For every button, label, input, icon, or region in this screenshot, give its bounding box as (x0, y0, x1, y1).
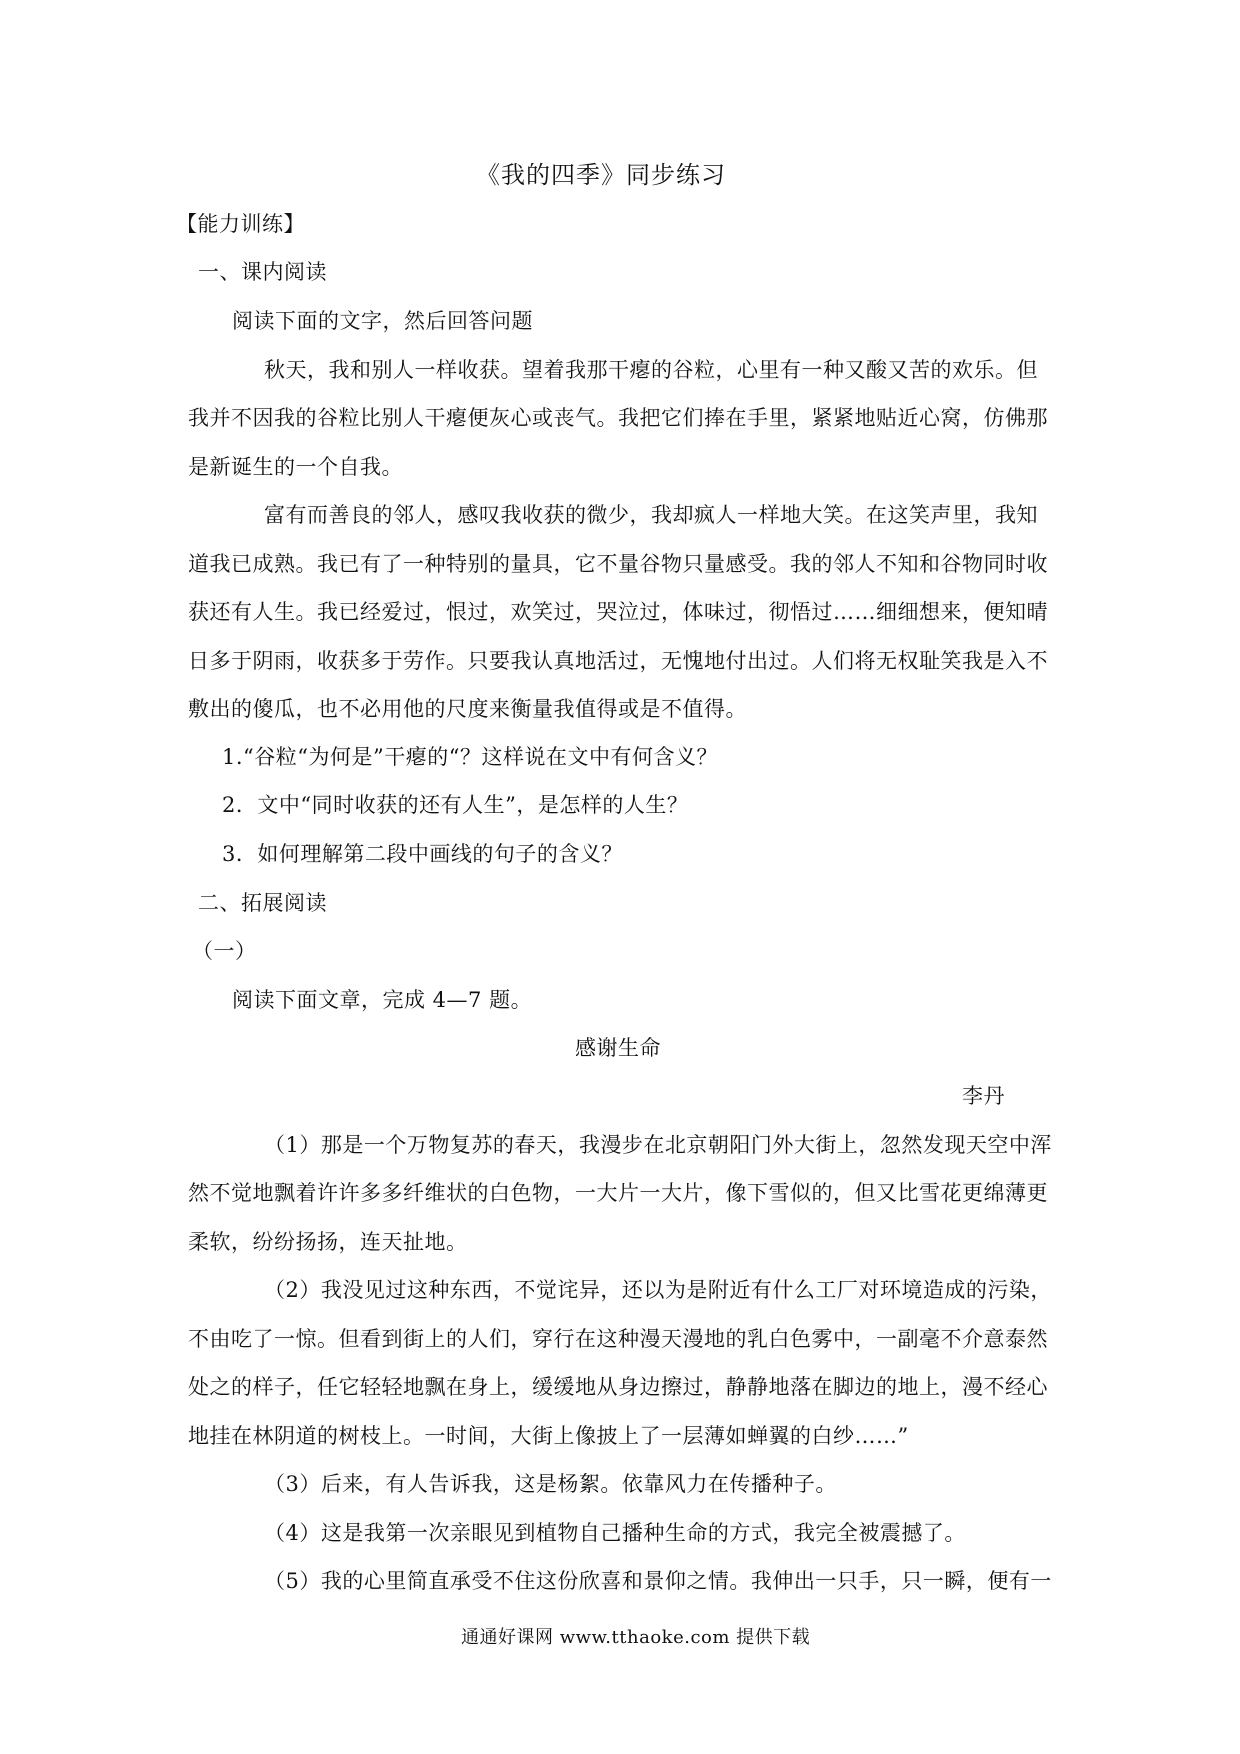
article-line: （5）我的心里简直承受不住这份欣喜和景仰之情。我伸出一只手，只一瞬，便有一 (264, 1569, 1052, 1593)
article-line: （1）那是一个万物复苏的春天，我漫步在北京朝阳门外大街上，忽然发现天空中浑 (264, 1133, 1052, 1157)
article-line: （2）我没见过这种东西，不觉诧异，还以为是附近有什么工厂对环境造成的污染， (264, 1278, 1052, 1302)
passage1-line: 获还有人生。我已经爱过，恨过，欢笑过，哭泣过，体味过，彻悟过……细细想来，便知晴 (188, 600, 1048, 624)
article-line: 地挂在林阴道的树枝上。一时间，大街上像披上了一层薄如蝉翼的白纱……” (188, 1424, 909, 1448)
passage1-line: 道我已成熟。我已有了一种特别的量具，它不量谷物只量感受。我的邻人不知和谷物同时收 (188, 552, 1048, 576)
part2-heading: 二、拓展阅读 (198, 891, 327, 915)
passage1-line: 富有而善良的邻人，感叹我收获的微少，我却疯人一样地大笑。在这笑声里，我知 (264, 503, 1038, 527)
article-author: 李丹 (962, 1084, 1005, 1108)
article-line: 然不觉地飘着许许多多纤维状的白色物，一大片一大片，像下雪似的，但又比雪花更绵薄更 (188, 1181, 1048, 1205)
passage1-line: 我并不因我的谷粒比别人干瘪便灰心或丧气。我把它们捧在手里，紧紧地贴近心窝，仿佛那 (188, 406, 1048, 430)
part1-instruction: 阅读下面的文字，然后回答问题 (232, 309, 533, 333)
part2-subheading: （一） (192, 939, 257, 963)
passage1-line: 秋天，我和别人一样收获。望着我那干瘪的谷粒，心里有一种又酸又苦的欢乐。但 (264, 358, 1038, 382)
section-label: 【能力训练】 (176, 212, 305, 236)
article-line: 柔软，纷纷扬扬，连天扯地。 (188, 1230, 468, 1254)
passage1-line: 是新诞生的一个自我。 (188, 455, 403, 479)
article-line: （4）这是我第一次亲眼见到植物自己播种生命的方式，我完全被震撼了。 (264, 1521, 966, 1545)
article-line: 不由吃了一惊。但看到街上的人们，穿行在这种漫天漫地的乳白色雾中，一副毫不介意泰然 (188, 1327, 1048, 1351)
passage1-line: 敷出的傻瓜，也不必用他的尺度来衡量我值得或是不值得。 (188, 697, 747, 721)
part1-heading: 一、课内阅读 (198, 260, 327, 284)
page-title: 《我的四季》同步练习 (476, 161, 726, 189)
article-line: 处之的样子，任它轻轻地飘在身上，缓缓地从身边擦过，静静地落在脚边的地上，漫不经心 (188, 1375, 1048, 1399)
article-line: （3）后来，有人告诉我，这是杨絮。依靠风力在传播种子。 (264, 1472, 837, 1496)
passage1-line: 日多于阴雨，收获多于劳作。只要我认真地活过，无愧地付出过。人们将无权耻笑我是入不 (188, 649, 1048, 673)
part2-instruction: 阅读下面文章，完成 4—7 题。 (232, 988, 533, 1012)
question-item: 1.“谷粒“为何是”干瘪的“？这样说在文中有何含义？ (222, 745, 718, 769)
article-title: 感谢生命 (575, 1036, 661, 1060)
question-item: 3．如何理解第二段中画线的句子的含义？ (222, 842, 623, 866)
question-item: 2．文中“同时收获的还有人生”，是怎样的人生？ (222, 793, 689, 817)
page-footer: 通通好课网 www.tthaoke.com 提供下载 (461, 1627, 811, 1648)
